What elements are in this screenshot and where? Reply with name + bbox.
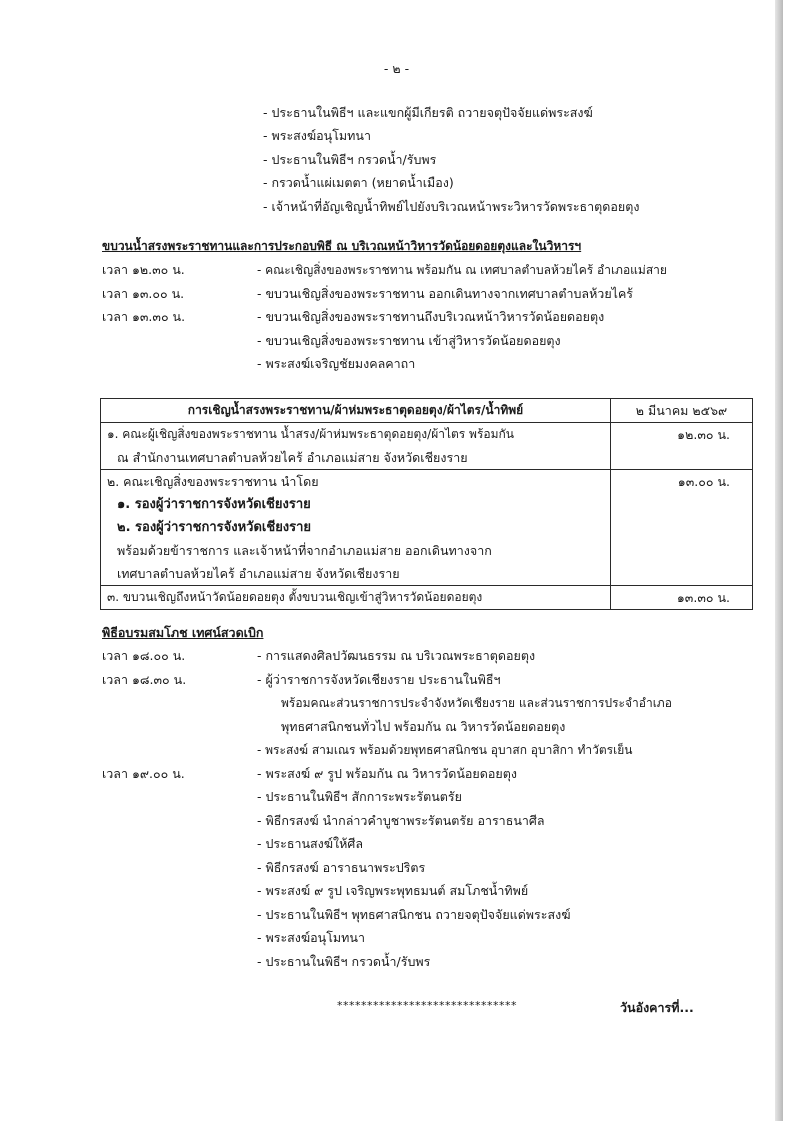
top-item: - ประธานในพิธีฯ กรวดน้ำ/รับพร — [263, 152, 437, 167]
separator-stars: ****************************** — [337, 999, 517, 1012]
row-text: ๒. คณะเชิญสิ่งของพระราชทาน นำโดย — [107, 474, 319, 489]
official-name: ๒. รองผู้ว่าราชการจังหวัดเชียงราย — [117, 520, 312, 535]
schedule-item: - พระสงฆ์ ๙ รูป เจริญพระพุทธมนต์ สมโภชน้ำทิพย์ — [257, 883, 529, 898]
table-header-title: การเชิญน้ำสรงพระราชทาน/ผ้าห่มพระธาตุดอยตุง/ผ้าไตร/น้ำทิพย์ — [101, 399, 611, 423]
schedule-item: - ประธานในพิธีฯ กรวดน้ำ/รับพร — [257, 954, 431, 969]
schedule-item: - ขบวนเชิญสิ่งของพระราชทาน เข้าสู่วิหารวัดน้อยดอยตุง — [257, 333, 561, 348]
table-header-date: ๒ มีนาคม ๒๕๖๙ — [611, 399, 753, 423]
schedule-item: - พระสงฆ์ สามเณร พร้อมด้วยพุทธศาสนิกชน อุบาสก อุบาสิกา ทำวัตรเย็น — [257, 743, 633, 757]
table-cell — [101, 470, 611, 586]
schedule-item: - การแสดงศิลปวัฒนธรรม ณ บริเวณพระธาตุดอยตุง — [257, 648, 536, 663]
schedule-item: พุทธศาสนิกชนทั่วไป พร้อมกัน ณ วิหารวัดน้อยดอยตุง — [281, 719, 566, 734]
section-heading: พิธีอบรมสมโภช เทศน์สวดเบิก — [102, 625, 264, 640]
schedule-item: พร้อมคณะส่วนราชการประจำจังหวัดเชียงราย และส่วนราชการประจำอำเภอ — [281, 696, 672, 710]
schedule-item: - พระสงฆ์เจริญชัยมงคลคาถา — [257, 356, 416, 371]
schedule-item: - คณะเชิญสิ่งของพระราชทาน พร้อมกัน ณ เทศบาลตำบลห้วยไคร้ อำเภอแม่สาย — [257, 263, 667, 277]
table-row — [101, 470, 753, 586]
top-item: - ประธานในพิธีฯ และแขกผู้มีเกียรติ ถวายจตุปัจจัยแด่พระสงฆ์ — [263, 105, 593, 120]
row-text: ณ สำนักงานเทศบาลตำบลห้วยไคร้ อำเภอแม่สาย จังหวัดเชียงราย — [117, 450, 468, 465]
schedule-item: - พระสงฆ์อนุโมทนา — [257, 930, 365, 945]
page-number: - ๒ - — [383, 61, 410, 76]
section-heading: ขบวนน้ำสรงพระราชทานและการประกอบพิธี ณ บริเวณหน้าวิหารวัดน้อยดอยตุงและในวิหารฯ — [102, 239, 582, 253]
schedule-time: เวลา ๑๒.๓๐ น. — [102, 262, 185, 277]
schedule-item: - พระสงฆ์ ๙ รูป พร้อมกัน ณ วิหารวัดน้อยดอยตุง — [257, 766, 517, 781]
schedule-item: - ผู้ว่าราชการจังหวัดเชียงราย ประธานในพิธีฯ — [257, 672, 501, 687]
top-item: - พระสงฆ์อนุโมทนา — [263, 128, 371, 143]
schedule-item: - ขบวนเชิญสิ่งของพระราชทานถึงบริเวณหน้าวิหารวัดน้อยดอยตุง — [257, 309, 605, 324]
schedule-item: - ประธานในพิธีฯ สักการะพระรัตนตรัย — [257, 789, 462, 804]
row-text: ๑. คณะผู้เชิญสิ่งของพระราชทาน น้ำสรง/ผ้าห่มพระธาตุดอยตุง/ผ้าไตร พร้อมกัน — [107, 427, 514, 441]
schedule-time: เวลา ๑๓.๓๐ น. — [102, 309, 186, 324]
row-text: พร้อมด้วยข้าราชการ และเจ้าหน้าที่จากอำเภอแม่สาย ออกเดินทางจาก — [117, 543, 492, 558]
page-edge-shadow — [775, 0, 783, 1121]
table-cell — [101, 423, 611, 470]
table-row — [101, 423, 753, 470]
schedule-item: - พิธีกรสงฆ์ อาราธนาพระปริตร — [257, 860, 426, 875]
schedule-time: เวลา ๑๓.๐๐ น. — [102, 286, 185, 301]
schedule-item: - ประธานสงฆ์ให้ศีล — [257, 836, 363, 851]
top-item: - เจ้าหน้าที่อัญเชิญน้ำทิพย์ไปยังบริเวณหน้าพระวิหารวัดพระธาตุดอยตุง — [263, 199, 640, 214]
official-name: ๑. รองผู้ว่าราชการจังหวัดเชียงราย — [117, 497, 311, 512]
table-header-row — [101, 399, 753, 423]
schedule-table — [100, 398, 753, 610]
top-item: - กรวดน้ำแผ่เมตตา (หยาดน้ำเมือง) — [263, 175, 454, 190]
row-time: ๑๓.๐๐ น. — [611, 470, 753, 586]
schedule-time: เวลา ๑๘.๐๐ น. — [102, 648, 186, 663]
schedule-item: - ประธานในพิธีฯ พุทธศาสนิกชน ถวายจตุปัจจัยแด่พระสงฆ์ — [257, 907, 571, 922]
continued-marker: วันอังคารที่... — [620, 1000, 694, 1015]
schedule-item: - พิธีกรสงฆ์ นำกล่าวคำบูชาพระรัตนตรัย อาราธนาศีล — [257, 813, 545, 828]
row-time: ๑๒.๓๐ น. — [611, 423, 753, 470]
schedule-time: เวลา ๑๘.๓๐ น. — [102, 672, 187, 687]
row-time: ๑๓.๓๐ น. — [611, 586, 753, 610]
schedule-item: - ขบวนเชิญสิ่งของพระราชทาน ออกเดินทางจากเทศบาลตำบลห้วยไคร้ — [257, 286, 634, 301]
row-text: เทศบาลตำบลห้วยไคร้ อำเภอแม่สาย จังหวัดเชียงราย — [117, 566, 400, 581]
table-row — [101, 586, 753, 610]
schedule-time: เวลา ๑๙.๐๐ น. — [102, 766, 185, 781]
row-text: ๓. ขบวนเชิญถึงหน้าวัดน้อยดอยตุง ตั้งขบวนเชิญเข้าสู่วิหารวัดน้อยดอยตุง — [101, 586, 611, 610]
